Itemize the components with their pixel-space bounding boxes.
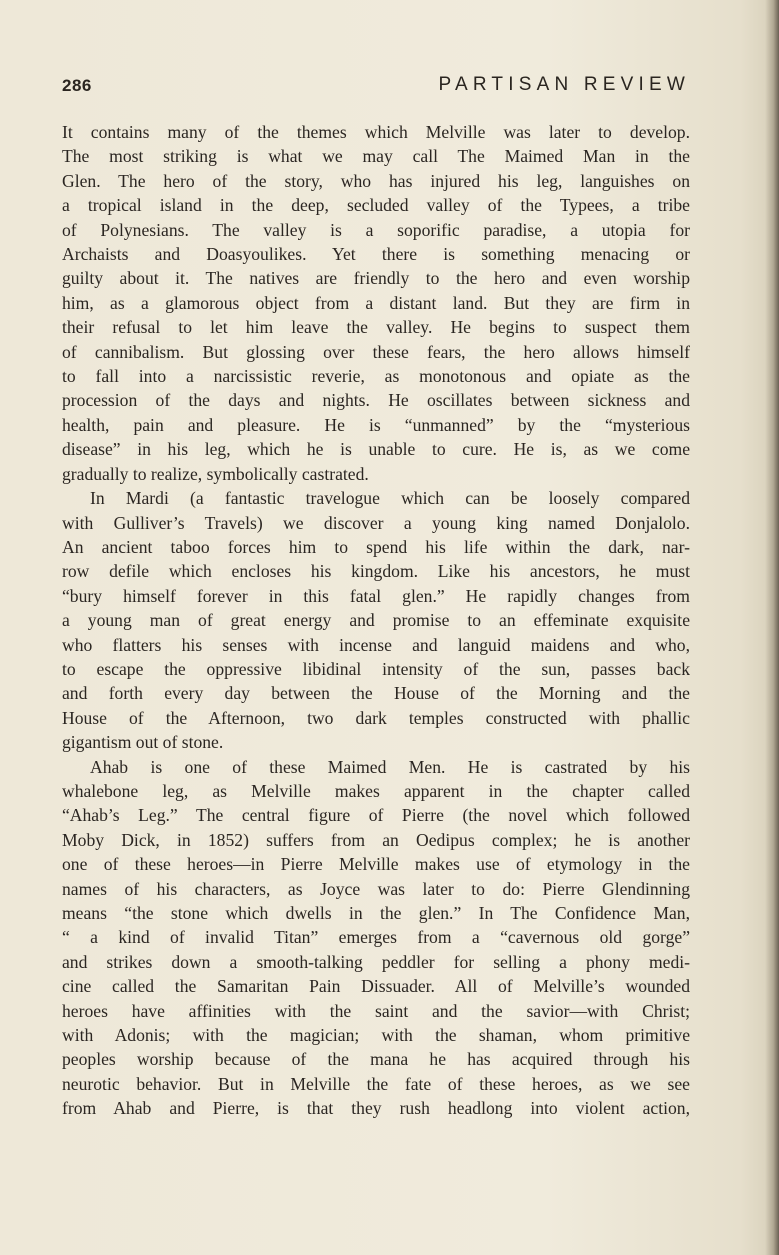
text-line: “Ahab’s Leg.” The central figure of Pierre (the novel which followed	[62, 805, 690, 826]
text-line: “ a kind of invalid Titan” emerges from a “cavernous old gorge”	[62, 927, 690, 948]
text-line: names of his characters, as Joyce was later to do: Pierre Glendinning	[62, 878, 690, 899]
text-line: a young man of great energy and promise to an effeminate exquisite	[62, 610, 690, 631]
paragraph-3	[62, 755, 690, 1121]
text-line: Moby Dick, in 1852) suffers from an Oedipus complex; he is another	[62, 829, 690, 850]
text-line: In Mardi (a fantastic travelogue which can be loosely compared	[90, 488, 690, 509]
text-line: one of these heroes—in Pierre Melville makes use of etymology in the	[62, 854, 690, 875]
text-line: of Polynesians. The valley is a soporific paradise, a utopia for	[62, 219, 690, 240]
text-line: a tropical island in the deep, secluded valley of the Typees, a tribe	[62, 195, 690, 216]
text-line: with Gulliver’s Travels) we discover a young king named Donjalolo.	[62, 512, 690, 533]
body-text	[62, 120, 690, 1121]
text-line: neurotic behavior. But in Melville the fate of these heroes, as we see	[62, 1073, 690, 1094]
text-line: him, as a glamorous object from a distant land. But they are firm in	[62, 292, 690, 313]
text-line: from Ahab and Pierre, is that they rush headlong into violent action,	[62, 1098, 690, 1119]
page-number: 286	[62, 76, 92, 95]
text-line: who flatters his senses with incense and languid maidens and who,	[62, 634, 690, 655]
text-line: cine called the Samaritan Pain Dissuader. All of Melville’s wounded	[62, 976, 690, 997]
text-line: guilty about it. The natives are friendly to the hero and even worship	[62, 268, 690, 289]
running-header	[62, 76, 690, 100]
text-line: health, pain and pleasure. He is “unmanned” by the “mysterious	[62, 414, 690, 435]
paragraph-2	[62, 486, 690, 754]
text-line: Glen. The hero of the story, who has injured his leg, languishes on	[62, 170, 690, 191]
text-line: The most striking is what we may call The Maimed Man in the	[62, 146, 690, 167]
text-line: gigantism out of stone.	[62, 732, 224, 753]
text-line: An ancient taboo forces him to spend his life within the dark, nar-	[62, 536, 690, 557]
page-edge-shadow	[765, 0, 779, 1255]
paragraph-1	[62, 120, 690, 486]
text-line: peoples worship because of the mana he has acquired through his	[62, 1049, 690, 1070]
text-line: heroes have affinities with the saint and the savior—with Christ;	[62, 1000, 690, 1021]
text-line: Ahab is one of these Maimed Men. He is castrated by his	[90, 756, 690, 777]
journal-title: PARTISAN REVIEW	[438, 74, 690, 95]
text-line: disease” in his leg, which he is unable to cure. He is, as we come	[62, 439, 690, 460]
text-line: “bury himself forever in this fatal glen.” He rapidly changes from	[62, 585, 690, 606]
text-line: means “the stone which dwells in the glen.” In The Confidence Man,	[62, 903, 690, 923]
text-line: and forth every day between the House of the Morning and the	[62, 683, 690, 704]
text-line: row defile which encloses his kingdom. Like his ancestors, he must	[62, 561, 690, 582]
text-line: House of the Afternoon, two dark temples constructed with phallic	[62, 707, 690, 728]
text-line: their refusal to let him leave the valley. He begins to suspect them	[62, 317, 690, 338]
text-line: and strikes down a smooth-talking peddler for selling a phony medi-	[62, 951, 690, 972]
text-line: to fall into a narcissistic reverie, as monotonous and opiate as the	[62, 366, 690, 387]
text-line: whalebone leg, as Melville makes apparent in the chapter called	[62, 780, 690, 801]
text-line: with Adonis; with the magician; with the shaman, whom primitive	[62, 1025, 690, 1046]
text-line: It contains many of the themes which Melville was later to develop.	[62, 122, 690, 142]
text-line: procession of the days and nights. He oscillates between sickness and	[62, 390, 690, 411]
text-line: to escape the oppressive libidinal intensity of the sun, passes back	[62, 658, 690, 679]
text-line: Archaists and Doasyoulikes. Yet there is something menacing or	[62, 244, 690, 265]
text-line: gradually to realize, symbolically castrated.	[62, 463, 369, 484]
text-line: of cannibalism. But glossing over these fears, the hero allows himself	[62, 341, 690, 362]
